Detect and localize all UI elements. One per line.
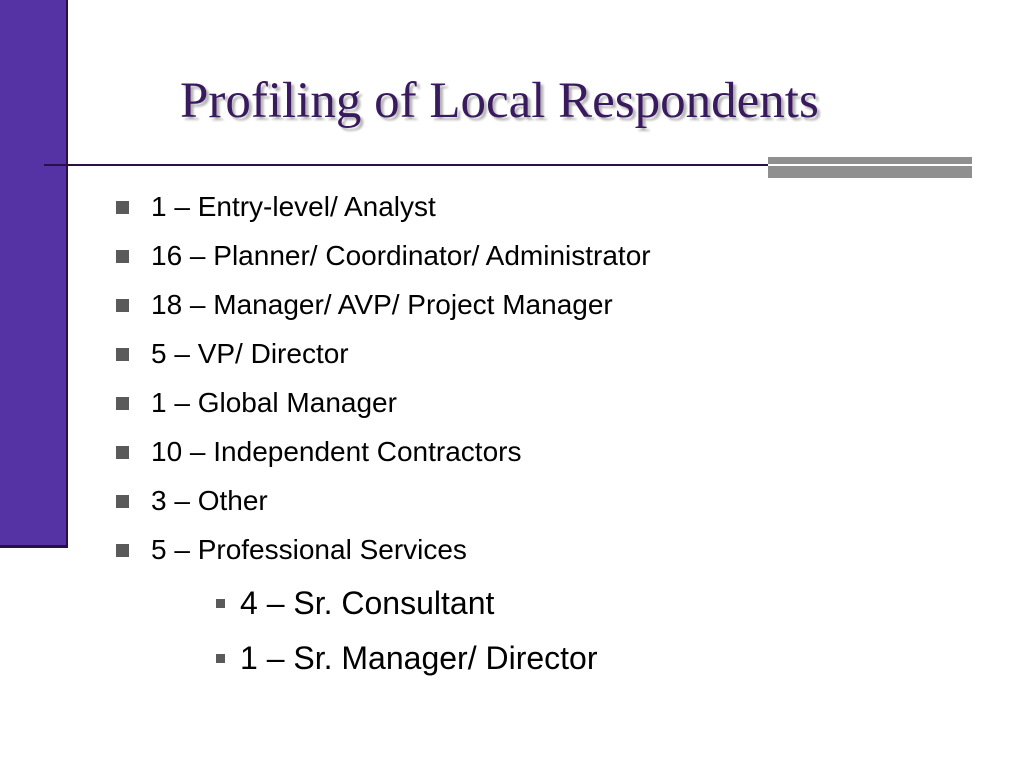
list-item-text: 5 – VP/ Director — [151, 338, 349, 369]
title-divider — [44, 164, 768, 166]
sub-list-item — [216, 583, 494, 623]
list-item-text: 3 – Other — [151, 485, 268, 516]
small-square-bullet-icon — [216, 654, 225, 663]
list-item — [116, 533, 467, 567]
list-item — [116, 288, 613, 322]
divider-accent-block — [768, 157, 972, 178]
list-item — [116, 190, 436, 224]
square-bullet-icon — [116, 250, 129, 263]
list-item — [116, 239, 651, 273]
list-item — [116, 484, 268, 518]
square-bullet-icon — [116, 348, 129, 361]
square-bullet-icon — [116, 299, 129, 312]
list-item-text: 10 – Independent Contractors — [151, 436, 522, 467]
list-item-text: 1 – Global Manager — [151, 387, 397, 418]
small-square-bullet-icon — [216, 599, 225, 608]
list-item — [116, 386, 397, 420]
list-item-text: 1 – Entry-level/ Analyst — [151, 191, 436, 222]
sidebar-accent — [0, 0, 68, 548]
square-bullet-icon — [116, 495, 129, 508]
divider-accent-line — [768, 164, 972, 166]
square-bullet-icon — [116, 201, 129, 214]
list-item — [116, 435, 521, 469]
list-item-text: 18 – Manager/ AVP/ Project Manager — [151, 289, 613, 320]
list-item-text: 5 – Professional Services — [151, 534, 467, 565]
sub-list-item-text: 1 – Sr. Manager/ Director — [240, 639, 598, 676]
sub-list-item — [216, 638, 597, 678]
list-item-text: 16 – Planner/ Coordinator/ Administrator — [151, 240, 651, 271]
square-bullet-icon — [116, 397, 129, 410]
square-bullet-icon — [116, 446, 129, 459]
square-bullet-icon — [116, 544, 129, 557]
list-item — [116, 337, 349, 371]
slide-title: Profiling of Local Respondents — [180, 73, 819, 129]
sub-list-item-text: 4 – Sr. Consultant — [240, 584, 495, 621]
